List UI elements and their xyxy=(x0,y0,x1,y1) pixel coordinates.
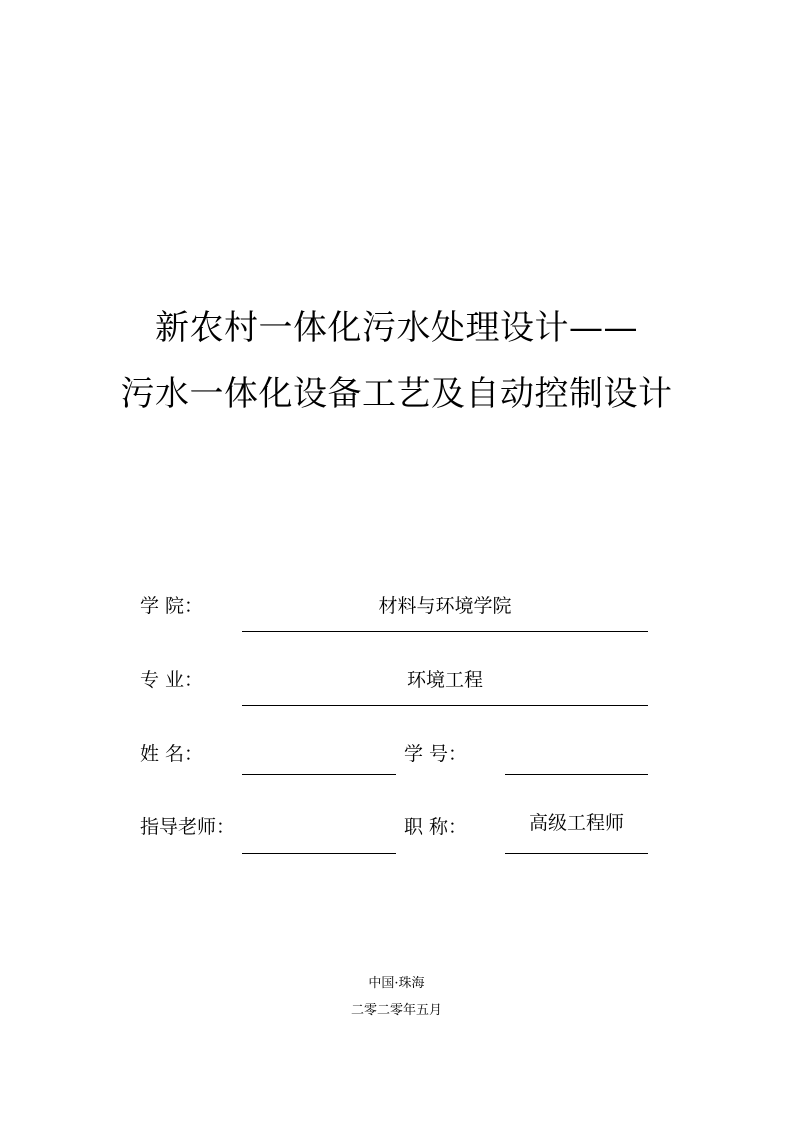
thesis-title-line1: 新农村一体化污水处理设计—— xyxy=(155,308,638,348)
professional-title-label: 职 称： xyxy=(404,816,468,838)
advisor-label: 指导老师： xyxy=(140,816,236,838)
name-underline xyxy=(242,774,396,775)
name-label: 姓 名： xyxy=(140,743,204,765)
college-underline xyxy=(242,631,648,632)
footer-location: 中国·珠海 xyxy=(368,976,425,991)
college-label: 学 院： xyxy=(140,595,204,617)
professional-title-value: 高级工程师 xyxy=(528,812,624,834)
thesis-title-line2: 污水一体化设备工艺及自动控制设计 xyxy=(120,374,673,414)
major-label: 专 业： xyxy=(140,669,204,691)
major-underline xyxy=(242,705,648,706)
advisor-underline xyxy=(242,853,396,854)
student-id-label: 学 号： xyxy=(404,743,468,765)
footer-date: 二零二零年五月 xyxy=(350,1003,442,1018)
professional-title-underline xyxy=(505,853,648,854)
student-id-underline xyxy=(505,774,648,775)
major-value: 环境工程 xyxy=(406,669,483,691)
college-value: 材料与环境学院 xyxy=(378,595,512,617)
